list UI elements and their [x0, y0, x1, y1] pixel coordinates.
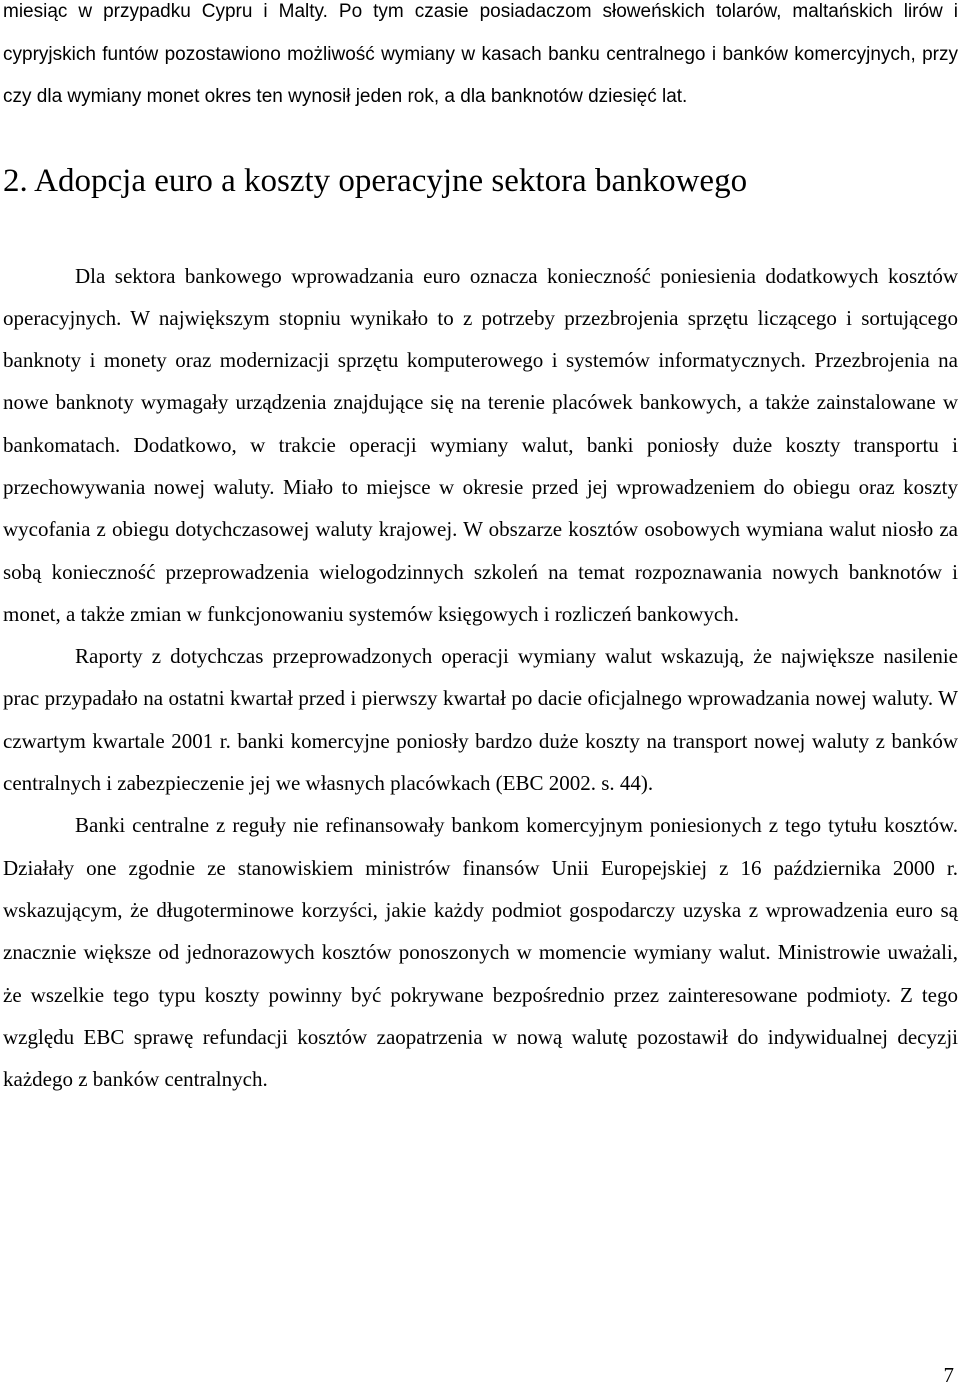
- intro-paragraph: miesiąc w przypadku Cypru i Malty. Po tym czasie posiadaczom słoweńskich tolarów, maltańskich lirów i cypryjskich funtów pozostawiono możliwość wymiany w kasach banku centralnego i banków komercyjnych, przy czy dla wymiany monet okres ten wynosił jeden rok, a dla banknotów dziesięć lat.: [3, 1, 958, 107]
- page-number: 7: [943, 1363, 954, 1387]
- body-paragraph-2: Raporty z dotychczas przeprowadzonych operacji wymiany walut wskazują, że największe nasilenie prac przypadało na ostatni kwartał przed i pierwszy kwartał po dacie oficjalnego wprowadzania nowej waluty. W czwartym kwartale 2001 r. banki komercyjne poniosły bardzo duże koszty na transport nowej waluty z banków centralnych i zabezpieczenie jej we własnych placówkach (EBC 2002. s. 44).: [3, 644, 958, 796]
- section-heading: 2. Adopcja euro a koszty operacyjne sektora bankowego: [3, 162, 748, 199]
- body-paragraph-1: Dla sektora bankowego wprowadzania euro oznacza konieczność poniesienia dodatkowych kosztów operacyjnych. W największym stopniu wynikało to z potrzeby przezbrojenia sprzętu liczącego i sortującego banknoty i monety oraz modernizacji sprzętu komputerowego i systemów informatycznych. Przezbrojenia na nowe banknoty wymagały urządzenia znajdujące się na terenie placówek bankowych, a także zainstalowane w bankomatach. Dodatkowo, w trakcie operacji wymiany walut, banki poniosły duże koszty transportu i przechowywania nowej waluty. Miało to miejsce w okresie przed jej wprowadzeniem do obiegu oraz koszty wycofania z obiegu dotychczasowej waluty krajowej. W obszarze kosztów osobowych wymiana walut niosło za sobą konieczność przeprowadzenia wielogodzinnych szkoleń na temat rozpoznawania nowych banknotów i monet, a także zmian w funkcjonowaniu systemów księgowych i rozliczeń bankowych.: [3, 263, 958, 626]
- body-paragraph-3: Banki centralne z reguły nie refinansowały bankom komercyjnym poniesionych z tego tytułu kosztów. Działały one zgodnie ze stanowiskiem ministrów finansów Unii Europejskiej z 16 października 2000 r. wskazującym, że długoterminowe korzyści, jakie każdy podmiot gospodarczy uzyska z wprowadzenia euro są znacznie większe od jednorazowych kosztów ponoszonych w momencie wymiany walut. Ministrowie uważali, że wszelkie tego typu koszty powinny być pokrywane bezpośrednio przez zainteresowane podmioty. Z tego względu EBC sprawę refundacji kosztów zaopatrzenia w nową walutę pozostawił do indywidualnej decyzji każdego z banków centralnych.: [3, 813, 958, 1092]
